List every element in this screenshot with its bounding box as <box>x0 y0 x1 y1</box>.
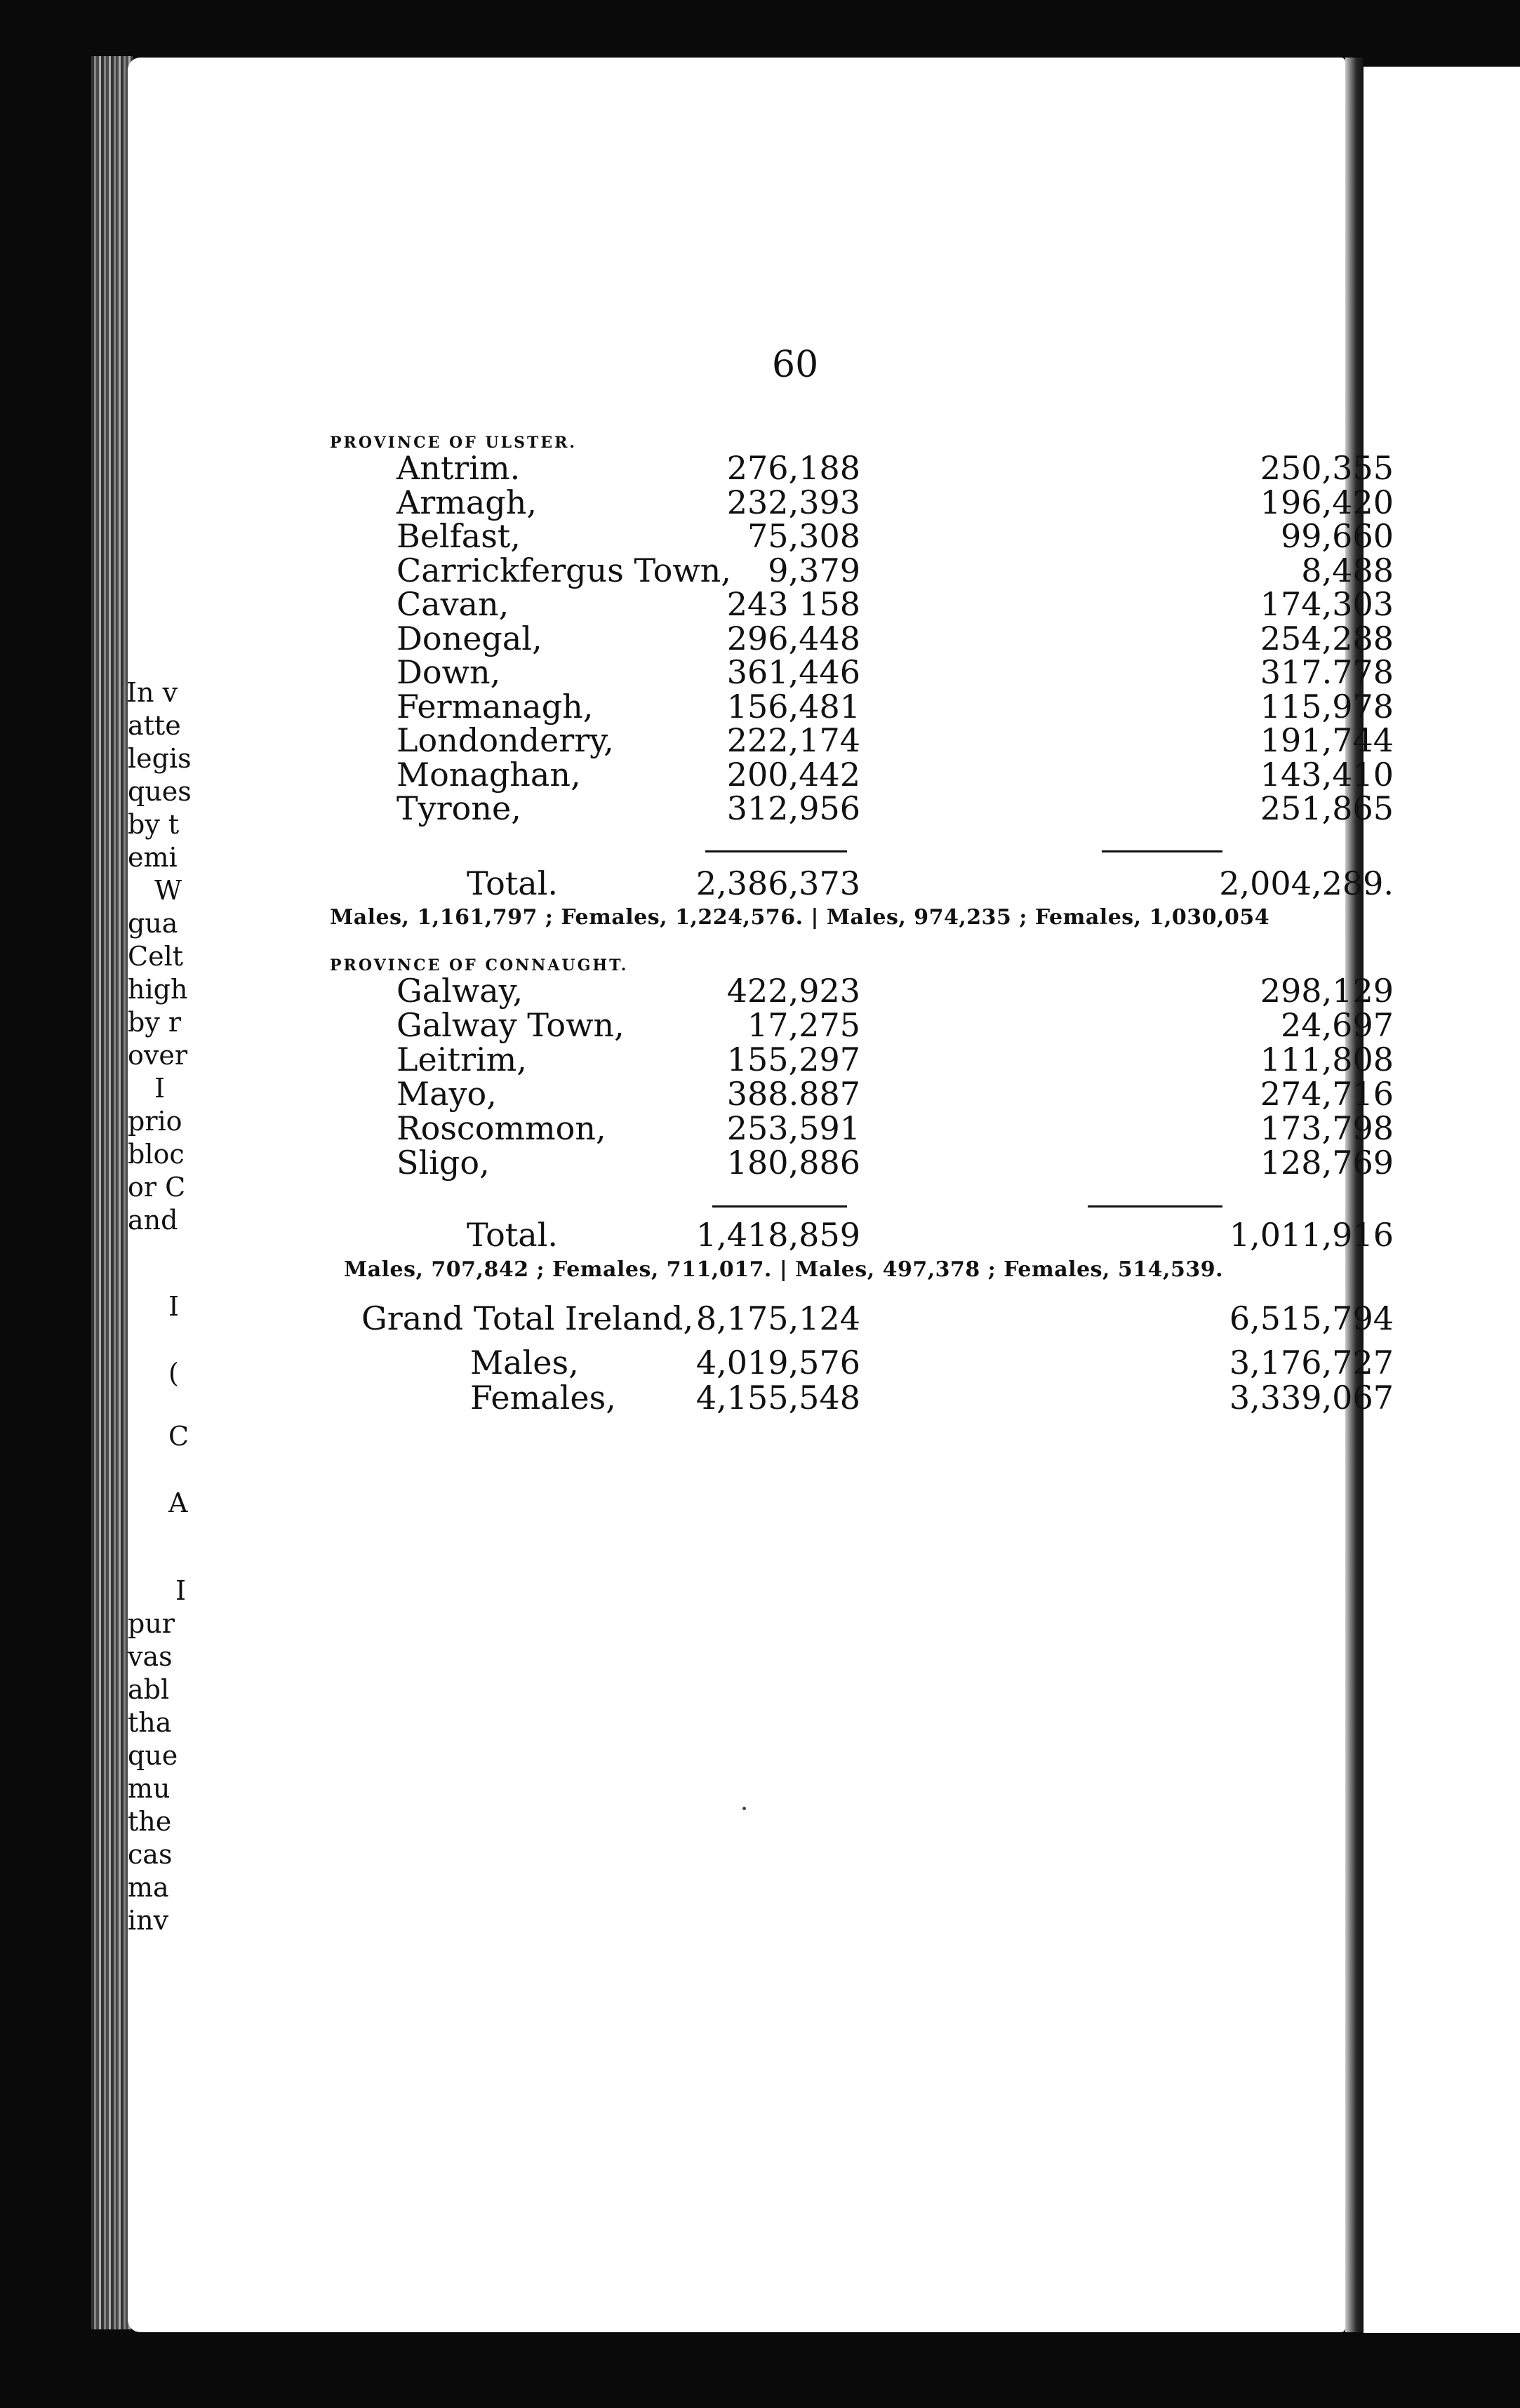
right-page-text-fragment: I <box>168 1291 180 1322</box>
right-page-text-fragment: legis <box>128 743 192 774</box>
ulster-gender-summary: Males, 1,161,797 ; Females, 1,224,576. | Males, 974,235 ; Females, 1,030,054 <box>330 905 1270 930</box>
population-1841: 422,923 <box>726 972 860 1010</box>
right-page-text-fragment: I <box>154 1073 166 1104</box>
right-page-text-fragment: cas <box>128 1839 173 1870</box>
table-row <box>0 1109 1520 1147</box>
right-page-text-fragment: ma <box>128 1872 169 1903</box>
right-page-text-fragment: C <box>168 1421 189 1452</box>
county-name: Roscommon, <box>396 1109 606 1147</box>
population-1851: 128,769 <box>1260 1144 1394 1182</box>
total-label: Total. <box>467 1216 559 1254</box>
females-value-1: 4,155,548 <box>695 1379 860 1417</box>
county-name: Mayo, <box>396 1075 497 1113</box>
population-1851: 254,288 <box>1260 619 1394 657</box>
population-1841: 156,481 <box>726 687 860 725</box>
speck <box>742 1807 746 1810</box>
county-name: Carrickfergus Town, <box>396 551 731 589</box>
total-value-2: 2,004,289. <box>1219 864 1394 902</box>
county-name: Armagh, <box>396 483 537 521</box>
population-1841: 180,886 <box>726 1144 860 1182</box>
county-name: Londonderry, <box>396 721 614 759</box>
grand-total-row <box>0 1299 1520 1335</box>
county-name: Sligo, <box>396 1144 490 1182</box>
population-1841: 361,446 <box>726 653 860 691</box>
right-page-text-fragment: que <box>128 1740 178 1771</box>
table-row <box>0 517 1520 555</box>
grand-males-row <box>0 1344 1520 1382</box>
county-name: Cavan, <box>396 585 509 623</box>
county-name: Donegal, <box>396 619 542 657</box>
population-1851: 174,303 <box>1260 585 1394 623</box>
table-row <box>0 585 1520 623</box>
table-row <box>0 972 1520 1010</box>
population-1851: 191,744 <box>1260 721 1394 759</box>
right-page-text-fragment: I <box>175 1575 187 1606</box>
population-1851: 317.778 <box>1260 653 1394 691</box>
right-page-text-fragment: high <box>128 974 188 1005</box>
connaught-gender-summary: Males, 707,842 ; Females, 711,017. | Males, 497,378 ; Females, 514,539. <box>344 1257 1224 1282</box>
right-page-text-fragment: by t <box>128 809 180 840</box>
right-page-text-fragment: Celt <box>128 941 183 972</box>
population-1851: 274,716 <box>1260 1075 1394 1113</box>
population-1851: 143,410 <box>1260 755 1394 794</box>
population-1851: 99,660 <box>1281 517 1394 555</box>
ulster-total-rule-2 <box>1102 850 1222 852</box>
right-page-text-fragment: emi <box>128 842 178 873</box>
population-1851: 251,865 <box>1260 789 1394 827</box>
left-page <box>128 58 1345 2332</box>
connaught-total-rule-2 <box>1088 1205 1222 1208</box>
males-label: Males, <box>470 1344 579 1382</box>
population-1841: 9,379 <box>768 551 860 589</box>
county-name: Down, <box>396 653 501 691</box>
ulster-total-rule-1 <box>705 850 847 852</box>
table-row <box>0 551 1520 587</box>
males-value-2: 3,176,727 <box>1229 1344 1394 1382</box>
table-row <box>0 1041 1520 1076</box>
right-page-text-fragment: the <box>128 1806 172 1837</box>
population-1851: 173,798 <box>1260 1109 1394 1147</box>
population-1851: 8,488 <box>1301 551 1394 589</box>
table-row <box>0 449 1520 487</box>
right-page-text-fragment: In v <box>126 677 178 708</box>
right-page-text-fragment: or C <box>128 1172 186 1203</box>
right-page-text-fragment: over <box>128 1040 187 1071</box>
population-1851: 111,808 <box>1260 1041 1394 1078</box>
females-value-2: 3,339,067 <box>1229 1379 1394 1417</box>
population-1841: 17,275 <box>747 1006 860 1044</box>
population-1841: 75,308 <box>747 517 860 555</box>
county-name: Fermanagh, <box>396 687 594 725</box>
ulster-heading: PROVINCE OF ULSTER. <box>330 434 578 452</box>
right-page-text-fragment: inv <box>128 1905 169 1936</box>
table-row <box>0 1006 1520 1044</box>
total-value-2: 1,011,916 <box>1229 1216 1394 1254</box>
book-spine-edge <box>91 56 133 2329</box>
county-name: Galway Town, <box>396 1006 625 1044</box>
right-page-text-fragment: abl <box>128 1674 170 1705</box>
right-page-text-fragment: bloc <box>128 1139 185 1170</box>
population-1851: 250,355 <box>1260 449 1394 487</box>
right-page-text-fragment: vas <box>128 1641 173 1672</box>
population-1841: 276,188 <box>726 449 860 487</box>
population-1841: 200,442 <box>726 755 860 794</box>
population-1841: 296,448 <box>726 619 860 657</box>
table-row <box>0 620 1520 655</box>
right-page-text-fragment: pur <box>128 1608 175 1639</box>
county-name: Leitrim, <box>396 1041 527 1078</box>
population-1841: 222,174 <box>726 721 860 759</box>
right-page-text-fragment: gua <box>128 908 178 939</box>
total-value-1: 1,418,859 <box>695 1216 860 1254</box>
grand-females-row <box>0 1379 1520 1417</box>
table-row <box>0 688 1520 723</box>
right-page-text-fragment: W <box>154 875 182 906</box>
connaught-heading: PROVINCE OF CONNAUGHT. <box>330 956 629 975</box>
population-1841: 388.887 <box>726 1075 860 1113</box>
county-name: Antrim. <box>396 449 521 487</box>
table-row <box>0 1075 1520 1113</box>
population-1841: 243 158 <box>726 585 860 623</box>
county-name: Belfast, <box>396 517 521 555</box>
county-name: Monaghan, <box>396 755 581 794</box>
book-gutter <box>1345 58 1364 2332</box>
table-row <box>0 1144 1520 1182</box>
county-name: Tyrone, <box>396 789 521 827</box>
right-page-text-fragment: ( <box>168 1358 179 1389</box>
right-page-text-fragment: mu <box>128 1773 171 1804</box>
right-page-text-fragment: by r <box>128 1007 182 1038</box>
page-number: 60 <box>772 344 819 386</box>
connaught-total-rule-1 <box>712 1205 847 1208</box>
population-1851: 115,978 <box>1260 687 1394 725</box>
total-label: Total. <box>467 864 559 902</box>
right-page-text-fragment: ques <box>128 776 192 807</box>
grand-total-label: Grand Total Ireland, <box>361 1299 694 1337</box>
right-page-text-fragment: prio <box>128 1106 182 1137</box>
total-value-1: 2,386,373 <box>695 864 860 902</box>
population-1851: 24,697 <box>1281 1006 1394 1044</box>
population-1841: 253,591 <box>726 1109 860 1147</box>
population-1841: 155,297 <box>726 1041 860 1078</box>
population-1841: 312,956 <box>726 789 860 827</box>
ulster-total-row <box>0 864 1520 902</box>
population-1851: 298,129 <box>1260 972 1394 1010</box>
right-page-text-fragment: tha <box>128 1707 172 1738</box>
males-value-1: 4,019,576 <box>695 1344 860 1382</box>
county-name: Galway, <box>396 972 524 1010</box>
population-1851: 196,420 <box>1260 483 1394 521</box>
grand-total-value-2: 6,515,794 <box>1229 1299 1394 1337</box>
table-row <box>0 483 1520 519</box>
females-label: Females, <box>470 1379 616 1417</box>
table-row <box>0 653 1520 691</box>
right-page-text-fragment: A <box>168 1487 188 1518</box>
right-page-text-fragment: and <box>128 1205 178 1236</box>
right-page-text-fragment: atte <box>128 710 181 741</box>
population-1841: 232,393 <box>726 483 860 521</box>
grand-total-value-1: 8,175,124 <box>695 1299 860 1337</box>
connaught-total-row <box>0 1216 1520 1254</box>
